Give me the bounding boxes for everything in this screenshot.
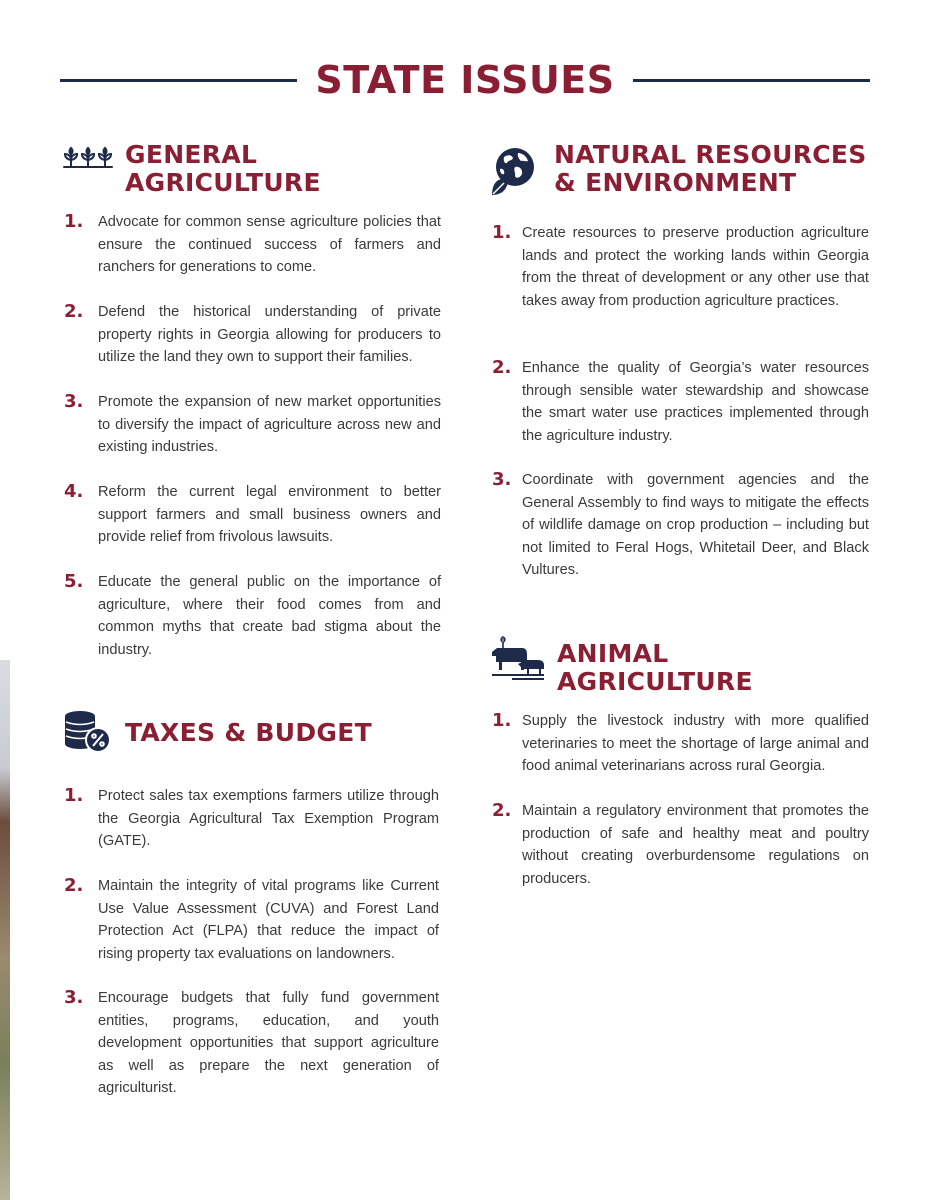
crops-icon (62, 146, 114, 175)
coins-percent-icon (62, 710, 112, 759)
item-text: Educate the general public on the importance of agriculture, where their food comes from and common myths that create bad stigma about the industry. (98, 574, 441, 658)
item-text: Defend the historical understanding of private property rights in Georgia allowing for producers to utilize the land they own to support their families. (98, 304, 441, 365)
item-text: Supply the livestock industry with more qualified veterinaries to meet the shortage of large animal and food animal veterinarians across rural Georgia. (522, 713, 869, 774)
background-photo-edge (0, 660, 10, 1200)
section-title: NATURAL RESOURCES & ENVIRONMENT (554, 140, 867, 197)
section-title: ANIMAL AGRICULTURE (557, 639, 753, 696)
globe-leaf-icon (488, 145, 540, 202)
item-number: 1. (64, 785, 84, 806)
item-number: 3. (64, 391, 84, 412)
item-text: Protect sales tax exemptions farmers utilize through the Georgia Agricultural Tax Exemption Program (GATE). (98, 788, 439, 849)
item-text: Enhance the quality of Georgia’s water resources through sensible water stewardship and showcase the smart water use practices implemented through the agriculture industry. (522, 360, 869, 444)
item-number: 1. (492, 710, 512, 731)
section-title: GENERAL AGRICULTURE (125, 140, 321, 197)
item-text: Reform the current legal environment to better support farmers and small business owners and provide relief from frivolous lawsuits. (98, 484, 441, 545)
item-text: Promote the expansion of new market opportunities to diversify the impact of agriculture across new and existing industries. (98, 394, 441, 455)
item-text: Create resources to preserve production agriculture lands and protect the working lands within Georgia from the threat of development or any other use that takes away from production agriculture practices. (522, 225, 869, 309)
item-text: Coordinate with government agencies and the General Assembly to find ways to mitigate the effects of wildlife damage on crop production – including but not limited to Feral Hogs, Whitetail Deer, and Black Vultures. (522, 472, 869, 578)
item-number: 2. (64, 875, 84, 896)
livestock-icon (490, 634, 546, 685)
item-number: 1. (64, 211, 84, 232)
item-number: 5. (64, 571, 84, 592)
item-text: Encourage budgets that fully fund government entities, programs, education, and youth development opportunities that support agriculture as well as prepare the next generation of agriculturist. (98, 990, 439, 1096)
item-text: Maintain a regulatory environment that promotes the production of safe and healthy meat and poultry without creating overburdensome regulations on producers. (522, 803, 869, 887)
item-number: 2. (64, 301, 84, 322)
item-text: Advocate for common sense agriculture policies that ensure the continued success of farmers and ranchers for generations to come. (98, 214, 441, 275)
section-title: TAXES & BUDGET (125, 718, 372, 747)
item-number: 1. (492, 222, 512, 243)
title-rule-right (633, 79, 870, 82)
item-number: 2. (492, 800, 512, 821)
item-text: Maintain the integrity of vital programs like Current Use Value Assessment (CUVA) and Forest Land Protection Act (FLPA) that reduce the impact of rising property tax evaluations on landowners. (98, 878, 439, 962)
page-title-row (60, 55, 870, 105)
item-number: 3. (64, 987, 84, 1008)
item-number: 3. (492, 469, 512, 490)
item-number: 2. (492, 357, 512, 378)
page-title: STATE ISSUES (315, 58, 615, 102)
item-number: 4. (64, 481, 84, 502)
title-rule-left (60, 79, 297, 82)
